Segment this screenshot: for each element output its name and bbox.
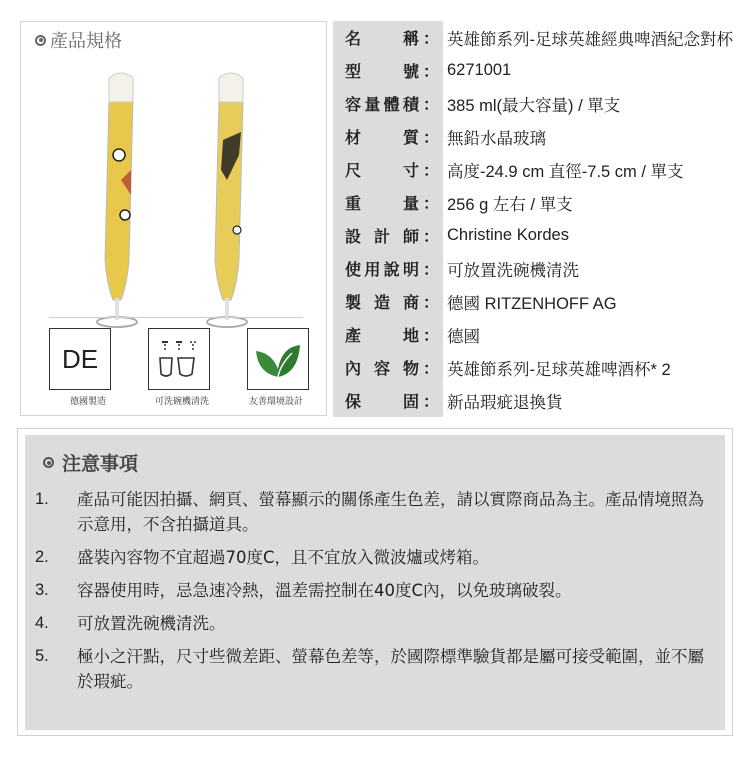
bullet-circle-icon [35,35,46,46]
right-beer-glass [207,73,247,327]
spec-value: 德國 [447,327,480,346]
spec-row [333,351,743,384]
spec-key: 容 量 體 積 [345,95,419,114]
spec-key-cell [333,120,443,153]
spec-key: 產 地 [345,326,419,345]
spec-key: 尺 寸 [345,161,419,180]
spec-value: Christine Kordes [447,226,569,244]
badge-label-eco: 友善環境設計 [248,397,303,407]
spec-key: 製 造 商 [345,293,419,312]
spec-value: 高度-24.9 cm 直徑-7.5 cm / 單支 [447,162,684,181]
spec-colon: ： [422,293,439,312]
notice-item-text: 產品可能因拍攝、網頁、螢幕顯示的關係產生色差，請以實際商品為主。產品情境照為示意用，不含拍攝道具。 [77,490,704,534]
spec-key: 名 稱 [345,29,419,48]
spec-key-cell [333,54,443,87]
spec-colon: ： [422,392,439,411]
spec-key: 保 固 [345,392,419,411]
spec-value: 新品瑕疵退換貨 [447,393,563,412]
product-panel-title-text: 產品規格 [50,31,122,52]
notice-item-number: 3. [35,581,49,599]
spec-colon: ： [422,359,439,378]
notice-item [35,644,715,694]
spec-value: 英雄節系列-足球英雄經典啤酒紀念對杯 [447,30,733,49]
spec-key: 重 量 [345,194,419,213]
spec-key: 材 質 [345,128,419,147]
spec-value: 無鉛水晶玻璃 [447,129,546,148]
notice-item-number: 2. [35,548,49,566]
spec-colon: ： [422,95,439,114]
notice-title-text: 注意事項 [62,453,139,475]
notice-item-number: 4. [35,614,49,632]
spec-row [333,153,743,186]
dishwasher-icon [148,328,210,390]
spec-colon: ： [422,62,439,81]
spec-colon: ： [422,29,439,48]
spec-key: 內 容 物 [345,359,419,378]
badge-label-dishwasher: 可洗碗機清洗 [154,397,209,407]
spec-colon: ： [422,227,439,246]
notice-item [35,611,715,636]
dishwasher-glyph [154,334,204,384]
spec-key-cell [333,219,443,252]
bullet-circle-icon [43,457,54,468]
spec-colon: ： [422,194,439,213]
notice-item-number: 5. [35,647,49,665]
spec-key-cell [333,87,443,120]
spec-row [333,219,743,252]
notice-item [35,578,715,603]
left-beer-glass [97,73,137,327]
spec-key-cell [333,252,443,285]
spec-colon: ： [422,128,439,147]
eco-leaf-glyph [252,335,304,383]
spec-table [333,21,743,417]
notice-item [35,487,715,537]
spec-value: 德國 RITZENHOFF AG [447,294,617,313]
badge-label-germany: 德國製造 [69,397,106,407]
beer-glasses-image [91,60,271,330]
spec-row [333,21,743,54]
spec-value: 385 ml(最大容量) / 單支 [447,96,621,115]
spec-key-cell [333,318,443,351]
notice-item-text: 可放置洗碗機清洗。 [77,614,226,633]
product-panel [20,21,327,416]
spec-value: 英雄節系列-足球英雄啤酒杯* 2 [447,360,671,379]
spec-value: 6271001 [447,61,512,79]
product-panel-title [35,27,122,53]
notice-title [43,449,138,476]
spec-row [333,54,743,87]
notice-panel-inner [25,435,725,730]
panel-divider [49,317,303,318]
spec-row [333,285,743,318]
badge-icons-row [49,328,309,392]
germany-made-icon [49,328,111,390]
spec-key-cell [333,351,443,384]
spec-row [333,318,743,351]
spec-colon: ： [422,161,439,180]
spec-key: 型 號 [345,62,419,81]
notice-item [35,545,715,570]
germany-made-icon-text: DE [61,343,99,374]
spec-row [333,384,743,417]
badge-labels [41,394,323,407]
spec-key: 使 用 說 明 [345,260,419,279]
spec-value: 256 g 左右 / 單支 [447,195,573,214]
eco-leaf-icon [247,328,309,390]
spec-key-cell [333,186,443,219]
spec-colon: ： [422,260,439,279]
spec-key-cell [333,21,443,54]
spec-key-cell [333,153,443,186]
notice-item-text: 容器使用時，忌急速冷熱，溫差需控制在40度C內，以免玻璃破裂。 [77,581,572,600]
notice-panel [17,428,733,736]
spec-key-cell [333,285,443,318]
spec-colon: ： [422,326,439,345]
notice-item-text: 盛裝內容物不宜超過70度C，且不宜放入微波爐或烤箱。 [77,548,490,567]
notice-item-number: 1. [35,490,49,508]
spec-row [333,120,743,153]
notice-item-text: 極小之汗點，尺寸些微差距、螢幕色差等，於國際標準驗貨都是屬可接受範圍，並不屬於瑕疵。 [77,647,704,691]
spec-value: 可放置洗碗機清洗 [447,261,579,280]
spec-key-cell [333,384,443,417]
spec-key: 設 計 師 [345,227,419,246]
notice-list [35,487,715,702]
spec-row [333,186,743,219]
spec-row [333,87,743,120]
spec-row [333,252,743,285]
